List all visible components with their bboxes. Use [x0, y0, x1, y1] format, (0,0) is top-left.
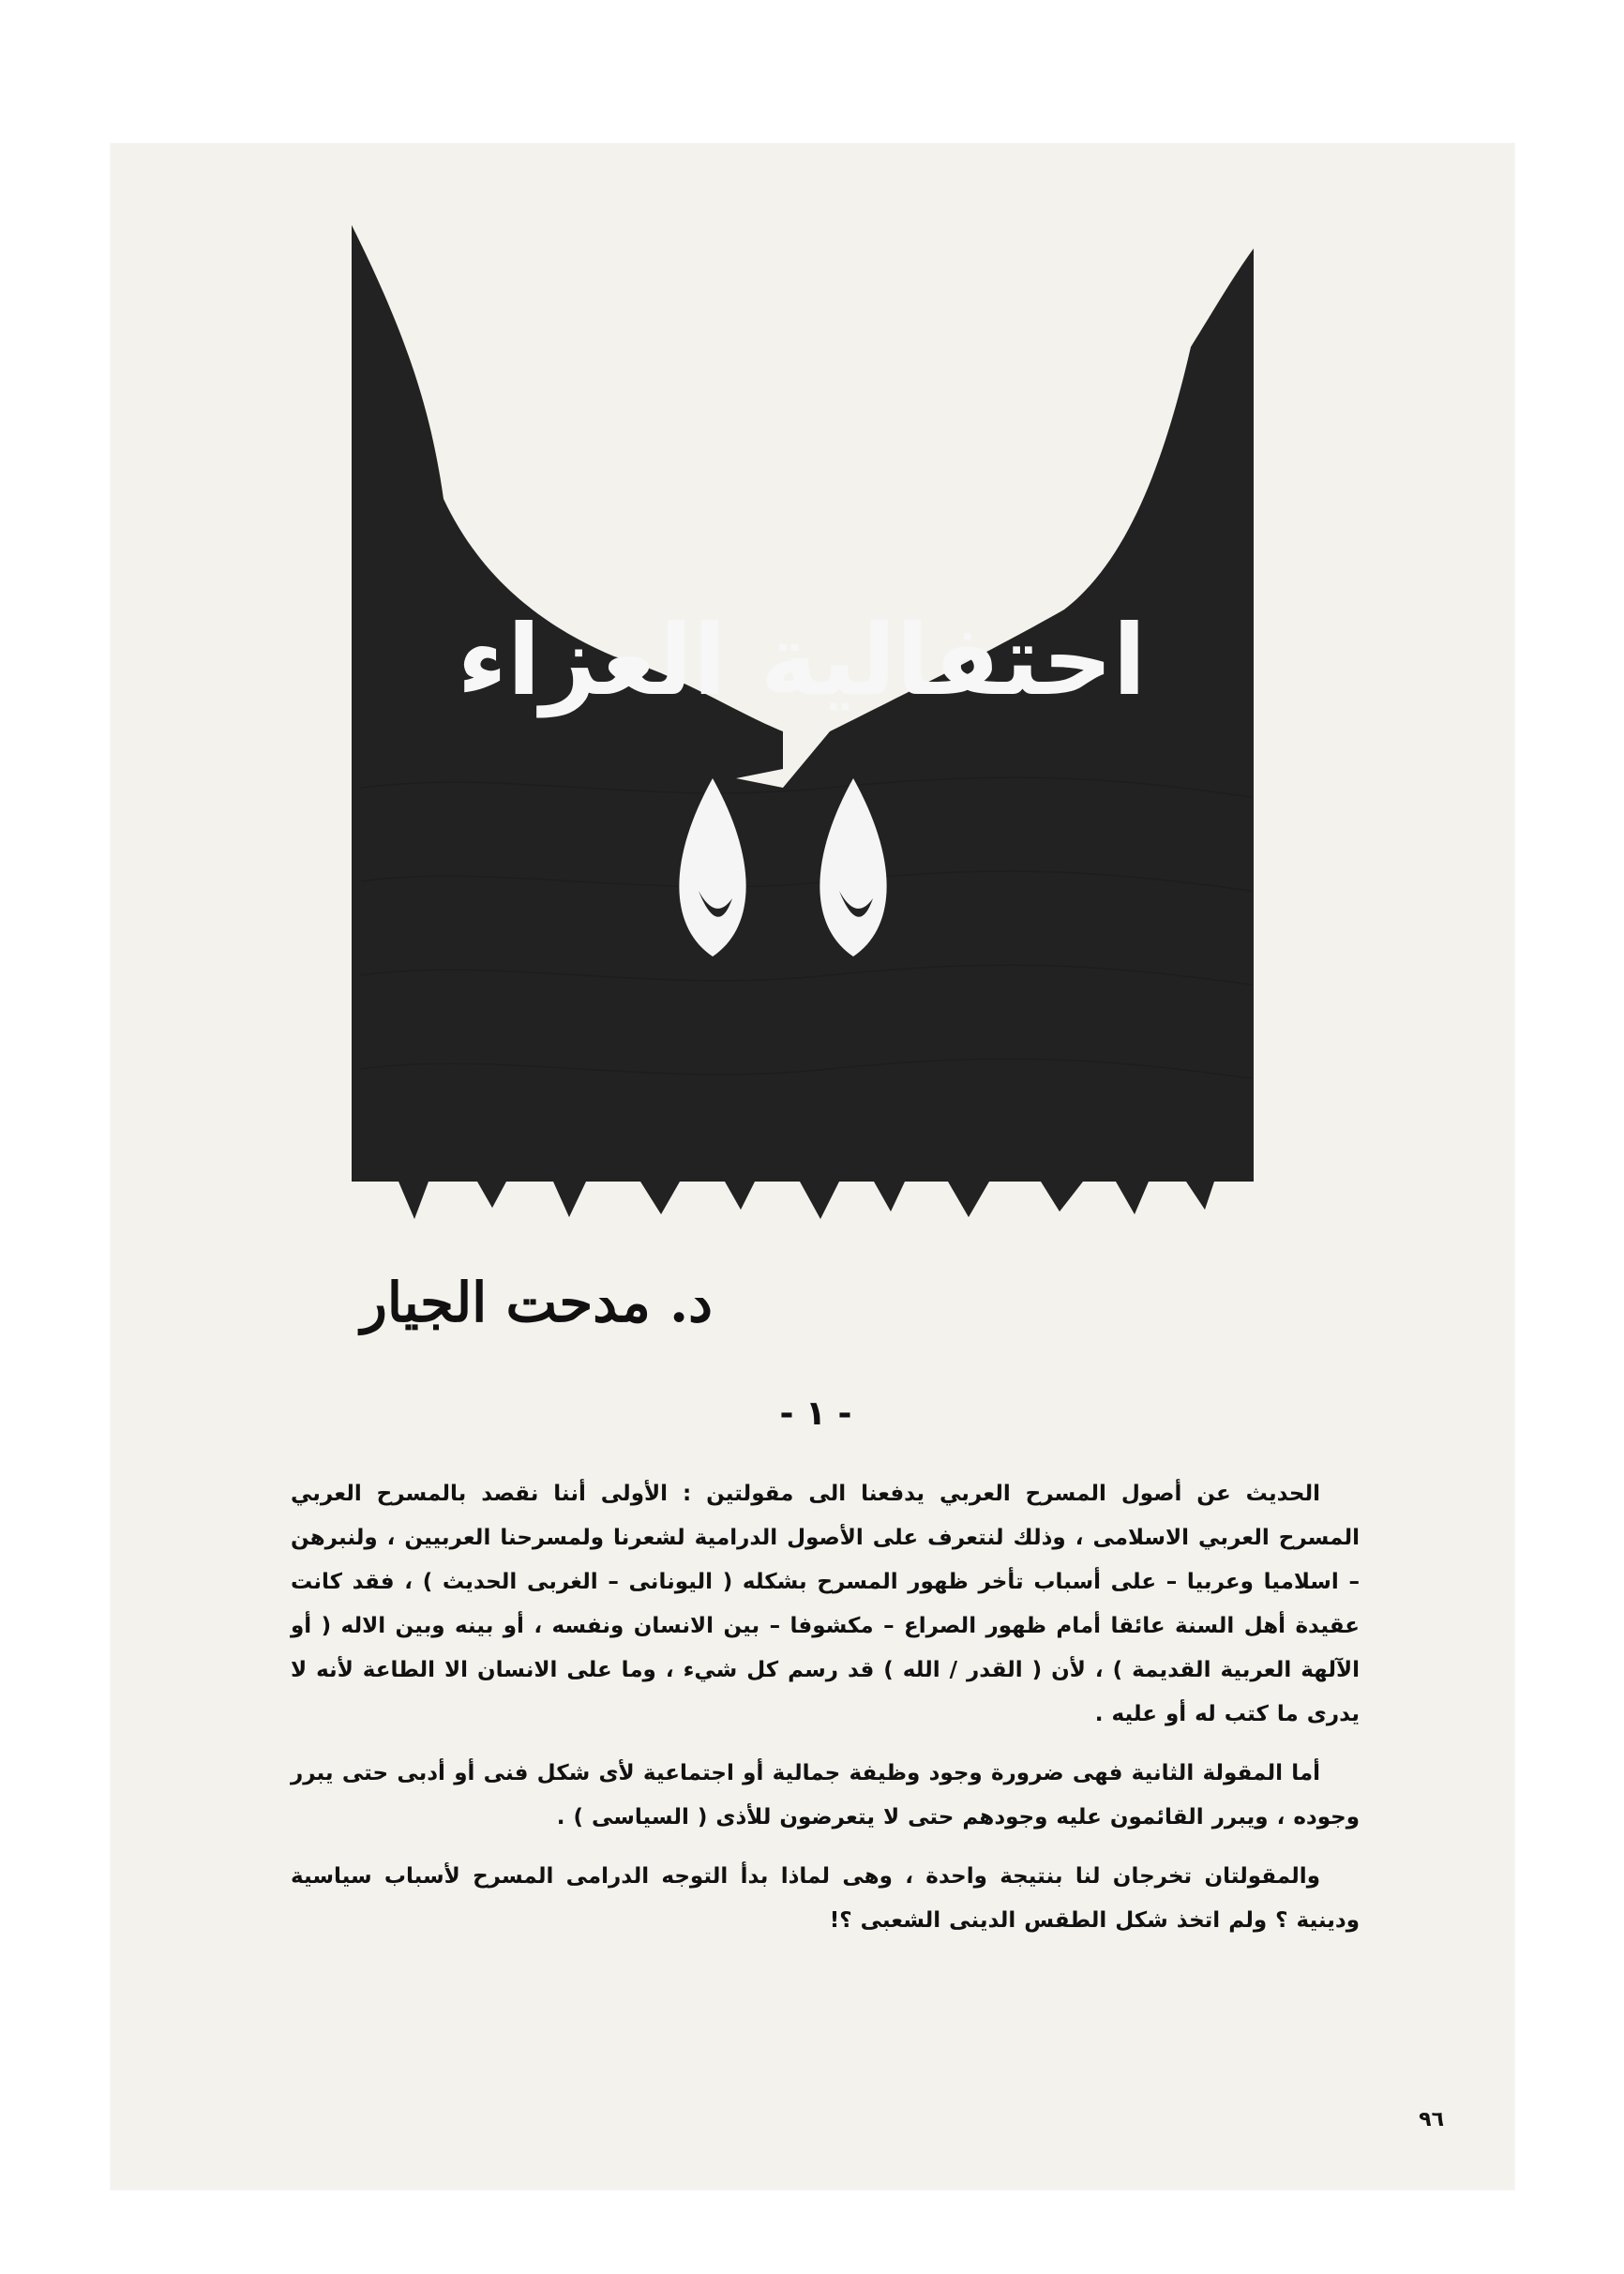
paragraph: الحديث عن أصول المسرح العربي يدفعنا الى مقولتين : الأولى أننا نقصد بالمسرح العربي المسرح العربي الاسلامى ، وذلك لنتعرف على الأصول الدرامية لشعرنا ولمسرحنا العربيين ، ولنبرهن – اسلاميا وعربيا – على أسباب تأخر ظهور المسرح بشكله ( اليونانى – الغربى الحديث ) ، فقد كانت عقيدة أهل السنة عائقا أمام ظهور الصراع – مكشوفا – بين الانسان ونفسه ، أو بينه وبين الاله ( أو الآلهة العربية القديمة ) ، لأن ( القدر / الله ) قد رسم كل شيء ، وما على الانسان الا الطاعة لأنه لا يدرى ما كتب له أو عليه . — [291, 1482, 1360, 1726]
article-body — [291, 1472, 1360, 1958]
page-number: ٩٦ — [1419, 2108, 1444, 2131]
title-banner — [342, 206, 1261, 1219]
author-name: د. مدحت الجيار — [360, 1271, 713, 1334]
banner-shape — [352, 225, 1254, 1219]
paragraph: والمقولتان تخرجان لنا بنتيجة واحدة ، وهى لماذا بدأ التوجه الدرامى المسرح لأسباب سياسية ودينية ؟ ولم اتخذ شكل الطقس الدينى الشعبى ؟! — [291, 1864, 1360, 1933]
title-text: احتفالية العزاء — [457, 603, 1147, 717]
paragraph: أما المقولة الثانية فهى ضرورة وجود وظيفة جمالية أو اجتماعية لأى شكل فنى أو أدبى حتى يبرر وجوده ، ويبرر القائمون عليه وجودهم حتى لا يتعرضون للأذى ( السياسى ) . — [291, 1761, 1360, 1830]
section-number: - ١ - — [779, 1394, 852, 1433]
